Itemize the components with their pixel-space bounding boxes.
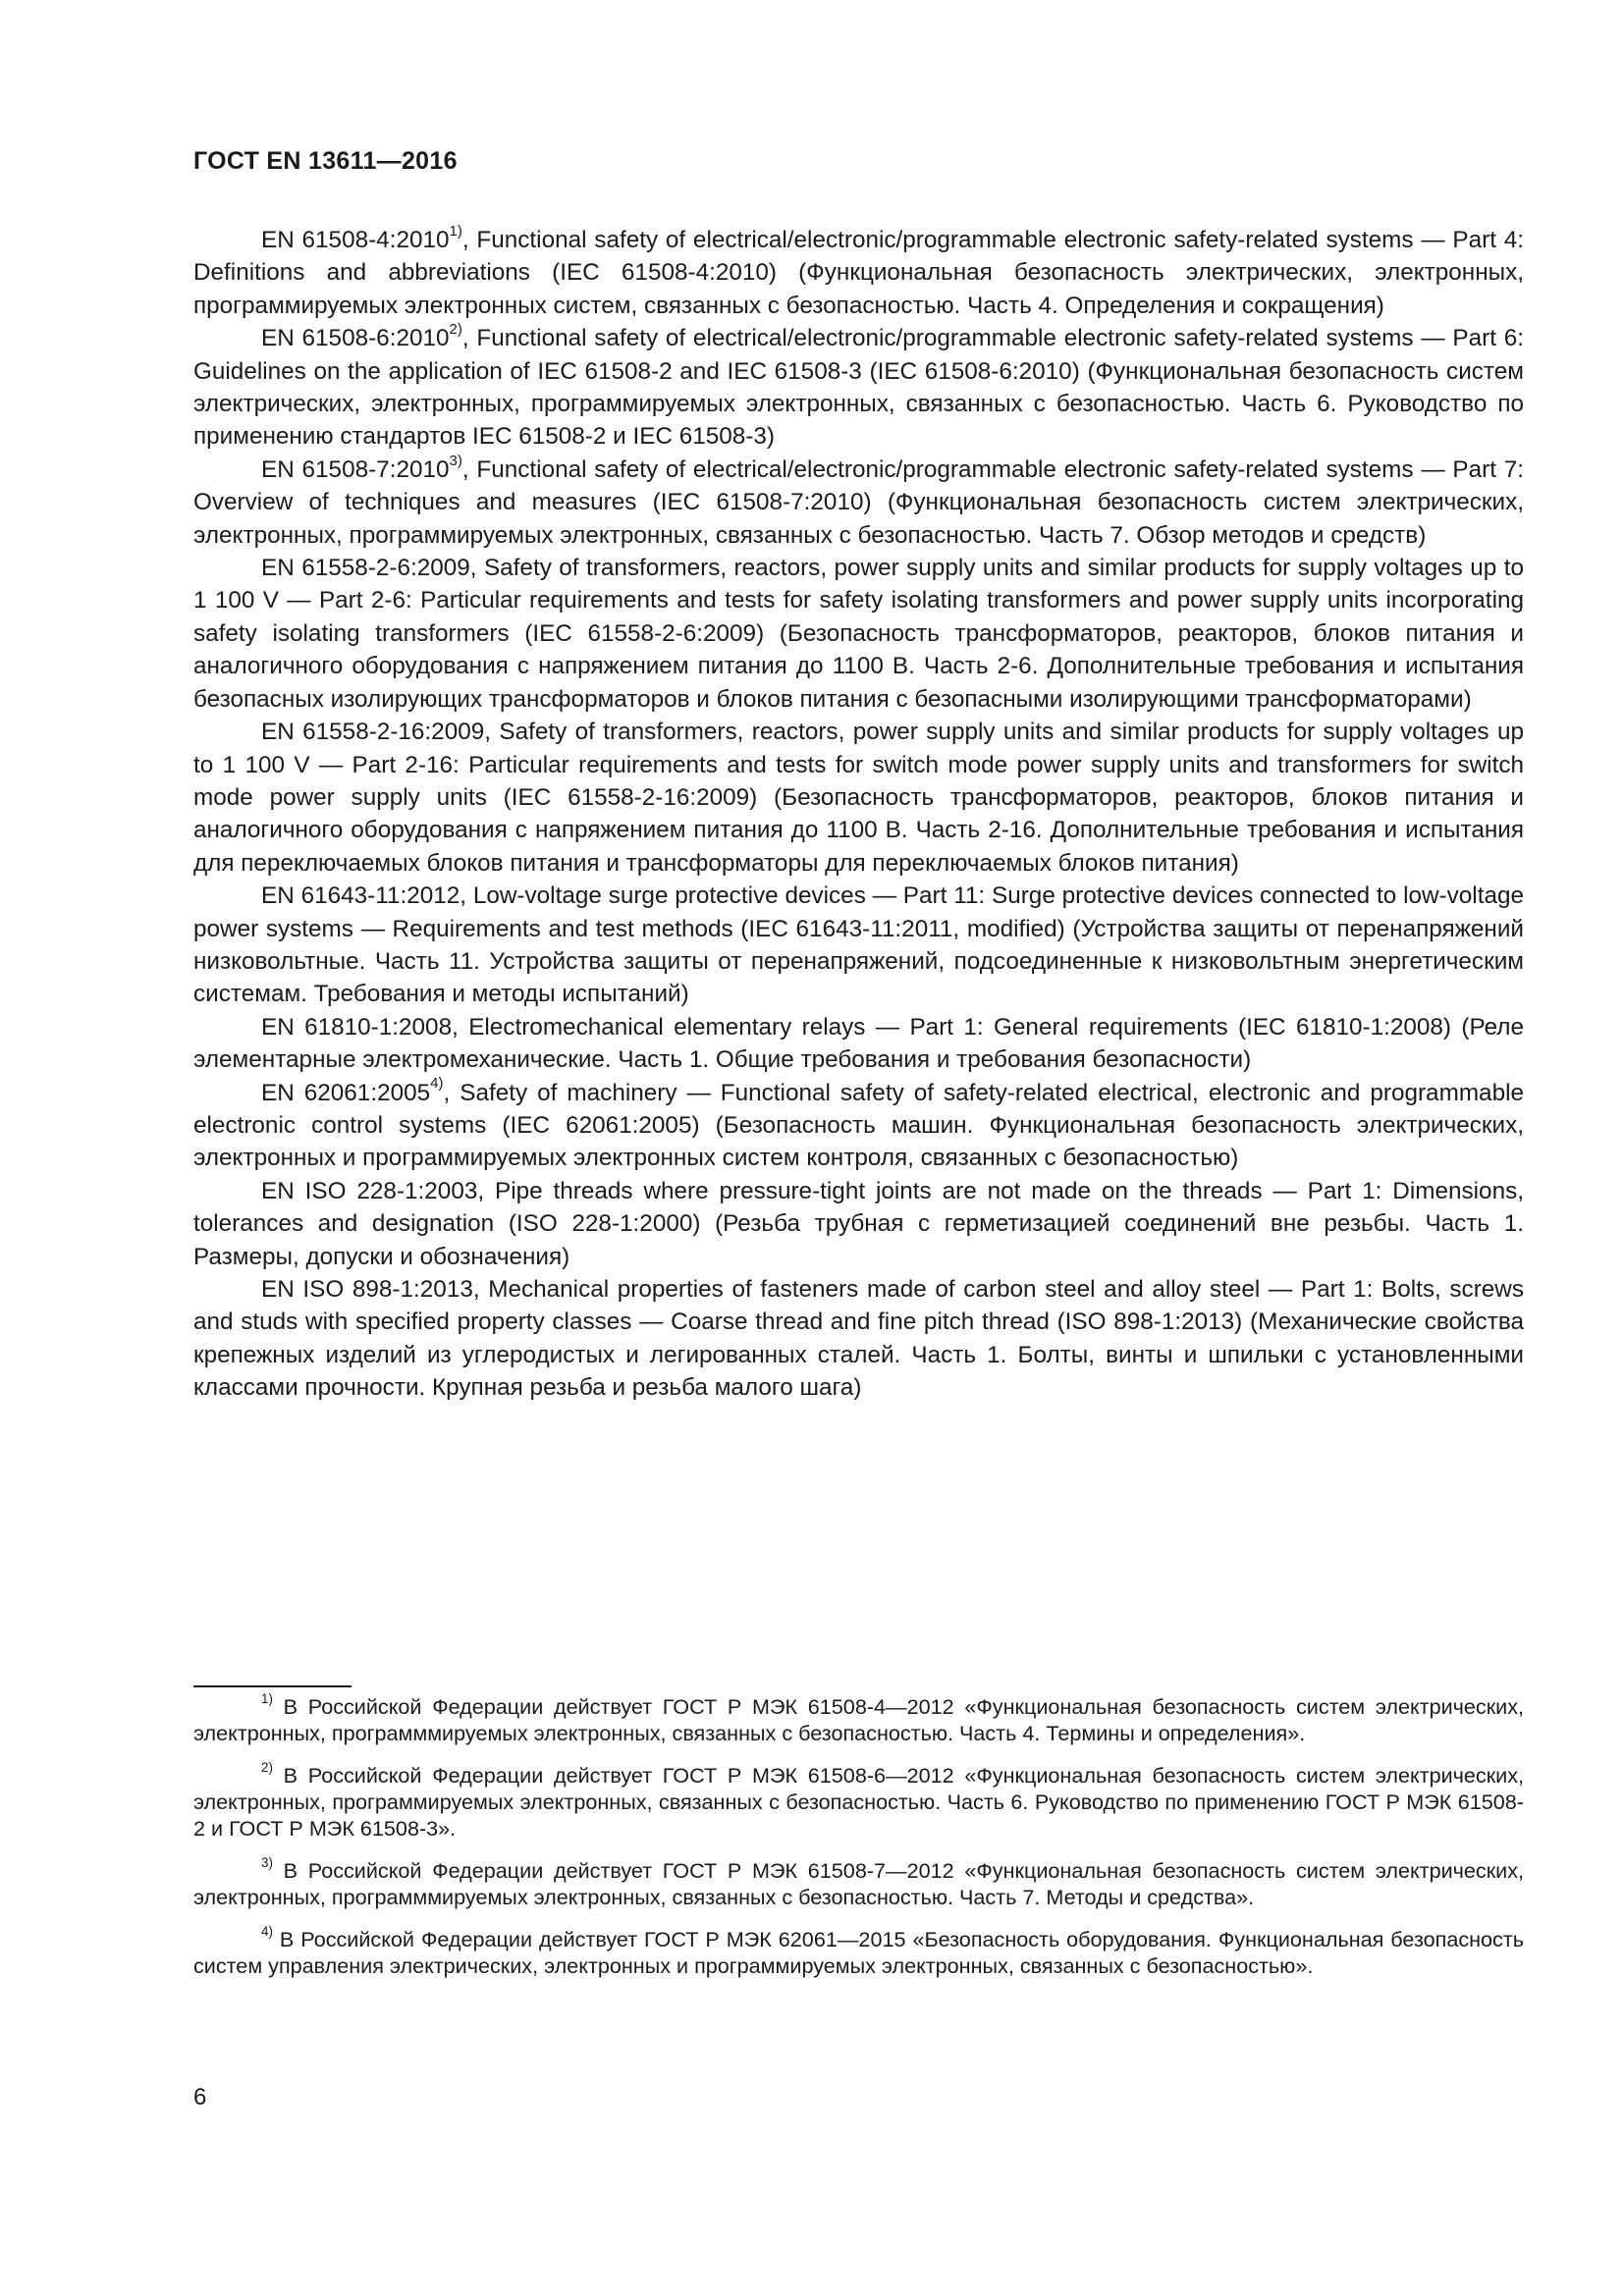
reference-item: EN ISO 228-1:2003, Pipe threads where pressure-tight joints are not made on the threads — Part 1: Dimensions, tolerances and designation (ISO 228-1:2000) (Резьба трубная с герметизацией соединений вне резьбы. Часть 1. Размеры, допуски и обозначения) — [193, 1177, 1524, 1270]
reference-item: EN 61558-2-16:2009, Safety of transformers, reactors, power supply units and similar products for supply voltages up to 1 100 V — Part 2-16: Particular requirements and tests for switch mode power supply units and transformers for switch mode power supply units (IEC 61558-2-16:2009) (Безопасность трансформаторов, реакторов, блоков питания и аналогичного оборудования с напряжением питания до 1100 В. Часть 2-16. Дополнительные требования и испытания для переключаемых блоков питания и трансформаторы для переключаемых блоков питания) — [193, 719, 1524, 877]
footnote-separator — [193, 1685, 352, 1687]
reference-item: EN 61508-4:2010$^{1)}$, Functional safety of electrical/electronic/programmable electronic safety-related systems — Part 4: Definitions and abbreviations (IEC 61508-4:2010) (Функциональная безопасность электрических, электронных, программируемых электронных систем, связанных с безопасностью. Часть 4. Определения и сокращения) — [193, 222, 1524, 319]
footnote-mark: 3) — [449, 452, 462, 469]
reference-item: EN 61558-2-6:2009, Safety of transformers, reactors, power supply units and similar products for supply voltages up to 1 100 V — Part 2-6: Particular requirements and tests for safety isolating transformers and power supply units incorporating safety isolating transformers (IEC 61558-2-6:2009) (Безопасность трансформаторов, реакторов, блоков питания и аналогичного оборудования с напряжением питания до 1100 В. Часть 2-6. Дополнительные требования и испытания безопасных изолирующих трансформаторов и блоков питания с безопасными изолирующими трансформаторами) — [193, 555, 1524, 713]
footnote-mark: 1) — [449, 222, 462, 240]
footnote-mark: 4) — [430, 1075, 444, 1093]
page-number: 6 — [193, 2084, 207, 2110]
reference-item: EN 61508-6:2010$^{2)}$, Functional safety of electrical/electronic/programmable electronic safety-related systems — Part 6: Guidelines on the application of IEC 61508-2 and IEC 61508-3 (IEC 61508-6:2010) (Функциональная безопасность систем электрических, электронных, программируемых электронных, связанных с безопасностью. Часть 6. Руководство по применению стандартов IEC 61508-2 и IEC 61508-3) — [193, 321, 1524, 451]
footnote-number: 4) — [261, 1924, 273, 1940]
footnote: $^{1)}$ В Российской Федерации действует ГОСТ Р МЭК 61508-4—2012 «Функциональная безопасность систем электрических, электронных, программмируемых электронных, связанных с безопасностью. Часть 4. Термины и определения». — [193, 1691, 1524, 1745]
reference-item: EN 61643-11:2012, Low-voltage surge protective devices — Part 11: Surge protective devices connected to low-voltage power systems — Requirements and test methods (IEC 61643-11:2011, modified) (Устройства защиты от перенапряжений низковольтные. Часть 11. Устройства защиты от перенапряжений, подсоединенные к низковольтным энергетическим системам. Требования и методы испытаний) — [193, 882, 1524, 1008]
footnote: $^{3)}$ В Российской Федерации действует ГОСТ Р МЭК 61508-7—2012 «Функциональная безопасность систем электрических, электронных, программмируемых электронных, связанных с безопасностью. Часть 7. Методы и средства». — [193, 1855, 1524, 1909]
normative-references — [193, 224, 1524, 1405]
footnote-number: 1) — [261, 1691, 273, 1707]
page-header: ГОСТ EN 13611—2016 — [193, 147, 458, 175]
footnote-number: 3) — [261, 1855, 273, 1871]
footnote-mark: 2) — [449, 321, 462, 339]
footnote: $^{4)}$ В Российской Федерации действует ГОСТ Р МЭК 62061—2015 «Безопасность оборудования. Функциональная безопасность систем управления электрических, электронных и программируемых электронных, связанных с безопасностью». — [193, 1924, 1524, 1978]
footnote-number: 2) — [261, 1760, 273, 1776]
reference-item: EN 61810-1:2008, Electromechanical elementary relays — Part 1: General requirements (IEC 61810-1:2008) (Реле элементарные электромеханические. Часть 1. Общие требования и требования безопасности) — [193, 1013, 1524, 1074]
reference-item: EN 62061:2005$^{4)}$, Safety of machinery — Functional safety of safety-related electrical, electronic and programmable electronic control systems (IEC 62061:2005) (Безопасность машин. Функциональная безопасность электрических, электронных и программируемых электронных систем контроля, связанных с безопасностью) — [193, 1075, 1524, 1172]
reference-item: EN ISO 898-1:2013, Mechanical properties of fasteners made of carbon steel and alloy steel — Part 1: Bolts, screws and studs with specified property classes — Coarse thread and fine pitch thread (ISO 898-1:2013) (Механические свойства крепежных изделий из углеродистых и легированных сталей. Часть 1. Болты, винты и шпильки с установленными классами прочности. Крупная резьба и резьба малого шага) — [193, 1276, 1524, 1402]
footnote: $^{2)}$ В Российской Федерации действует ГОСТ Р МЭК 61508-6—2012 «Функциональная безопасность систем электрических, электронных, программируемых электронных, связанных с безопасностью. Часть 6. Руководство по применению ГОСТ Р МЭК 61508-2 и ГОСТ Р МЭК 61508-3». — [193, 1760, 1524, 1841]
footnotes — [193, 1693, 1524, 1995]
reference-item: EN 61508-7:2010$^{3)}$, Functional safety of electrical/electronic/programmable electronic safety-related systems — Part 7: Overview of techniques and measures (IEC 61508-7:2010) (Функциональная безопасность систем электрических, электронных, программируемых электронных, связанных с безопасностью. Часть 7. Обзор методов и средств) — [193, 452, 1524, 549]
